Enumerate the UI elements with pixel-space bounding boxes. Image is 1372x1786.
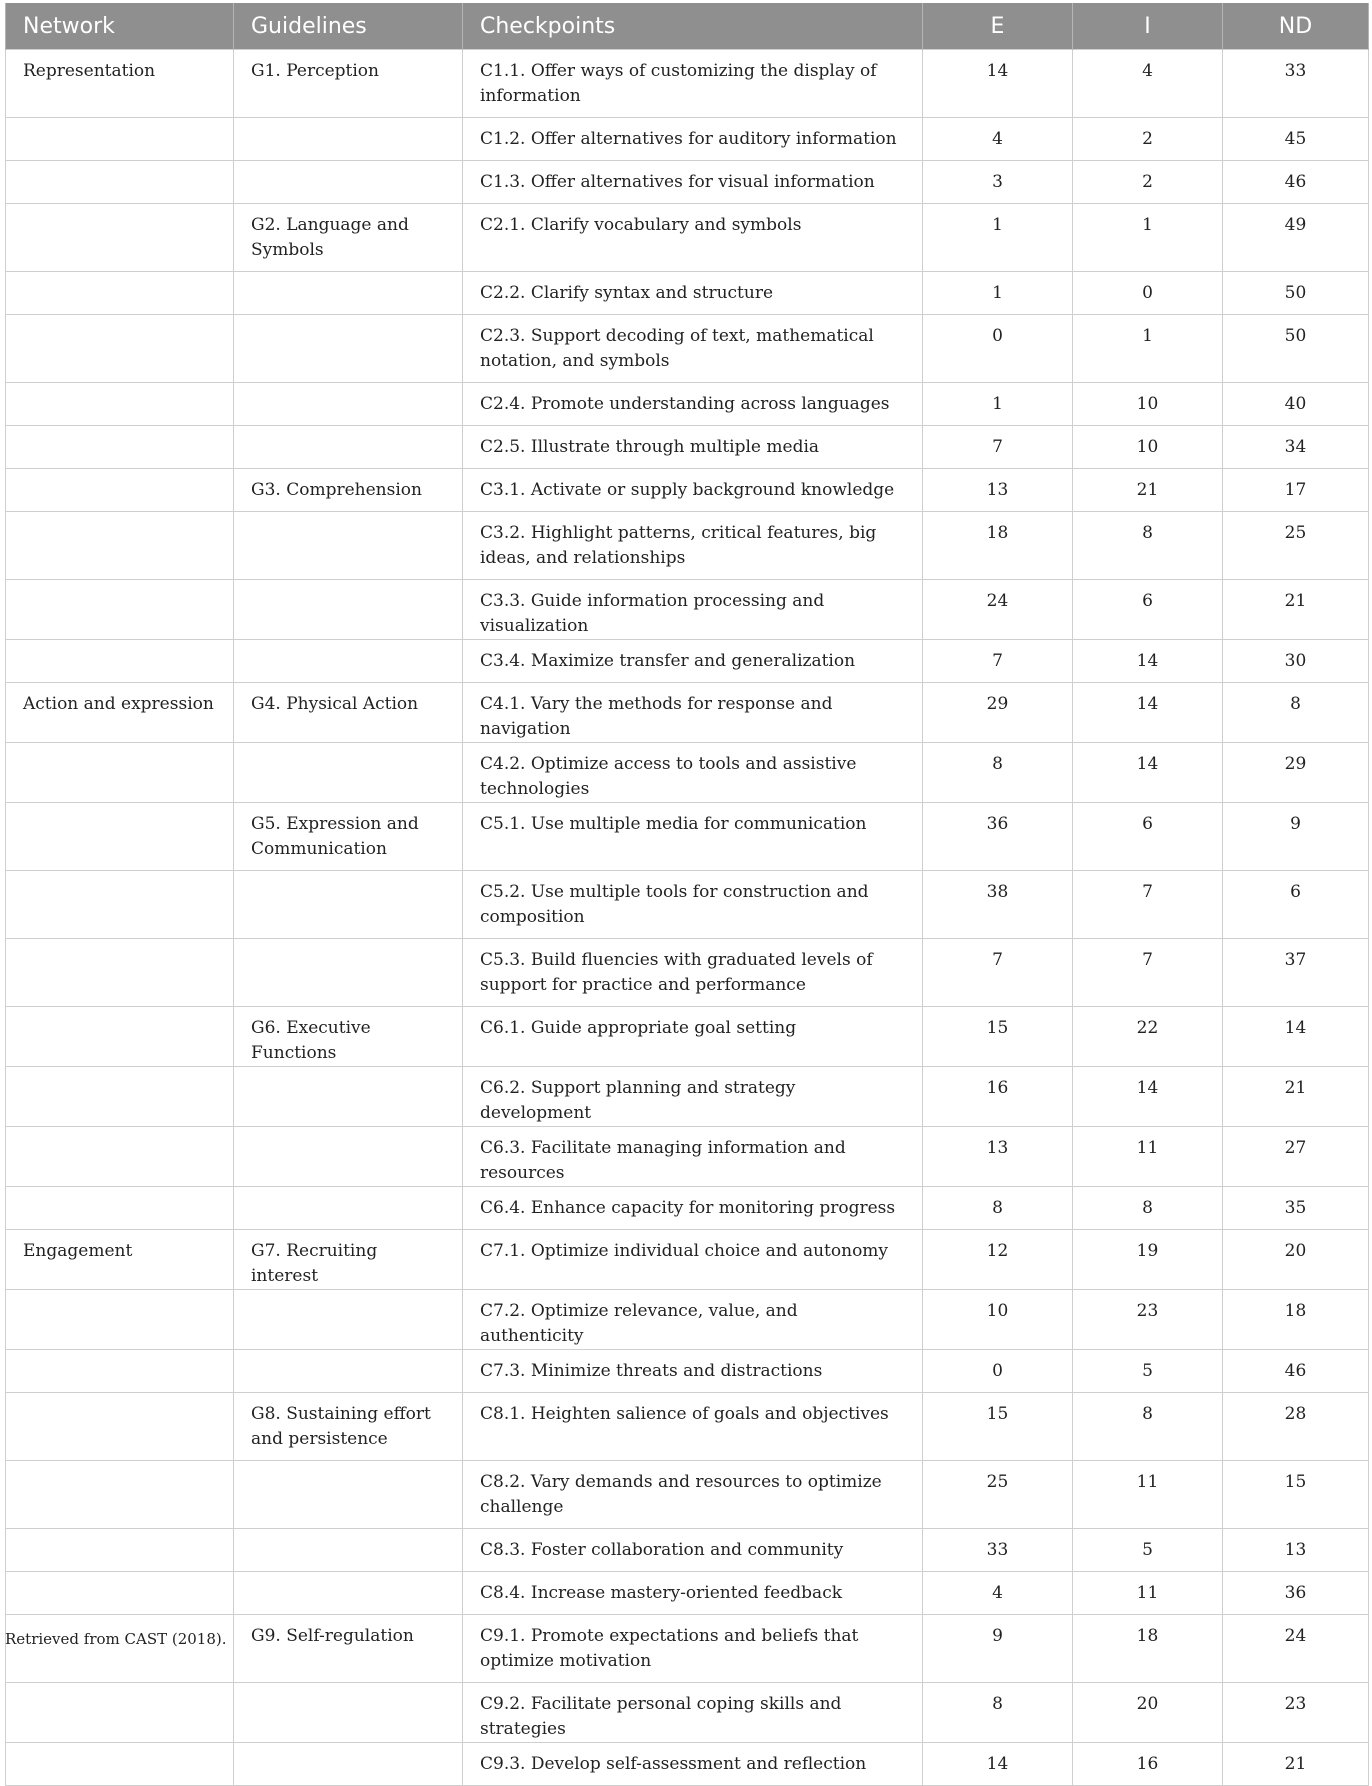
network-cell [6, 1683, 234, 1743]
nd-count-cell: 29 [1223, 743, 1369, 803]
guideline-cell: G8. Sustaining effort and persistence [234, 1393, 463, 1461]
table-row [6, 512, 1369, 580]
table-row [6, 1743, 1369, 1786]
e-count-cell: 1 [923, 383, 1073, 426]
i-count-cell: 11 [1073, 1461, 1223, 1529]
nd-count-cell: 46 [1223, 161, 1369, 204]
table-row [6, 580, 1369, 640]
nd-count-cell: 6 [1223, 871, 1369, 939]
network-cell [6, 640, 234, 683]
guideline-cell [234, 272, 463, 315]
e-count-cell: 8 [923, 1187, 1073, 1230]
table-row [6, 939, 1369, 1007]
network-cell [6, 1067, 234, 1127]
nd-count-cell: 40 [1223, 383, 1369, 426]
table-row [6, 118, 1369, 161]
network-cell [6, 272, 234, 315]
network-cell [6, 743, 234, 803]
guideline-cell [234, 1461, 463, 1529]
table-caption: Retrieved from CAST (2018). [5, 1630, 227, 1648]
network-cell [6, 1461, 234, 1529]
i-count-cell: 16 [1073, 1743, 1223, 1786]
nd-count-cell: 21 [1223, 1743, 1369, 1786]
table-row [6, 1572, 1369, 1615]
table-row [6, 426, 1369, 469]
i-count-cell: 11 [1073, 1572, 1223, 1615]
table-row [6, 272, 1369, 315]
e-count-cell: 0 [923, 315, 1073, 383]
table-row [6, 1127, 1369, 1187]
table-row [6, 803, 1369, 871]
i-count-cell: 18 [1073, 1615, 1223, 1683]
e-count-cell: 3 [923, 161, 1073, 204]
guideline-cell [234, 871, 463, 939]
e-count-cell: 4 [923, 1572, 1073, 1615]
nd-count-cell: 35 [1223, 1187, 1369, 1230]
checkpoint-cell: C5.1. Use multiple media for communication [463, 803, 923, 871]
table-row [6, 1007, 1369, 1067]
guideline-cell [234, 426, 463, 469]
header-e: E [923, 3, 1073, 50]
table-row [6, 161, 1369, 204]
table-body [6, 50, 1369, 1786]
table-row [6, 469, 1369, 512]
network-cell [6, 426, 234, 469]
table-row [6, 50, 1369, 118]
table-row [6, 1615, 1369, 1683]
table-row [6, 871, 1369, 939]
network-cell [6, 1743, 234, 1786]
nd-count-cell: 30 [1223, 640, 1369, 683]
nd-count-cell: 13 [1223, 1529, 1369, 1572]
nd-count-cell: 17 [1223, 469, 1369, 512]
i-count-cell: 5 [1073, 1350, 1223, 1393]
checkpoint-cell: C9.1. Promote expectations and beliefs that optimize motivation [463, 1615, 923, 1683]
nd-count-cell: 50 [1223, 315, 1369, 383]
i-count-cell: 1 [1073, 204, 1223, 272]
e-count-cell: 9 [923, 1615, 1073, 1683]
e-count-cell: 14 [923, 1743, 1073, 1786]
nd-count-cell: 24 [1223, 1615, 1369, 1683]
e-count-cell: 1 [923, 204, 1073, 272]
table-row [6, 640, 1369, 683]
network-cell [6, 580, 234, 640]
guideline-cell [234, 1350, 463, 1393]
checkpoint-cell: C8.3. Foster collaboration and community [463, 1529, 923, 1572]
e-count-cell: 15 [923, 1007, 1073, 1067]
network-cell: Action and expression [6, 683, 234, 743]
table-row [6, 1290, 1369, 1350]
nd-count-cell: 8 [1223, 683, 1369, 743]
network-cell [6, 1529, 234, 1572]
checkpoint-cell: C2.3. Support decoding of text, mathematical notation, and symbols [463, 315, 923, 383]
network-cell [6, 315, 234, 383]
guideline-cell [234, 743, 463, 803]
checkpoint-cell: C7.2. Optimize relevance, value, and authenticity [463, 1290, 923, 1350]
network-cell [6, 512, 234, 580]
e-count-cell: 29 [923, 683, 1073, 743]
guideline-cell [234, 1067, 463, 1127]
nd-count-cell: 14 [1223, 1007, 1369, 1067]
network-cell [6, 204, 234, 272]
guideline-cell: G7. Recruiting interest [234, 1230, 463, 1290]
network-cell [6, 469, 234, 512]
guideline-cell [234, 580, 463, 640]
guideline-cell [234, 1572, 463, 1615]
checkpoint-cell: C1.1. Offer ways of customizing the display of information [463, 50, 923, 118]
checkpoint-cell: C5.2. Use multiple tools for construction and composition [463, 871, 923, 939]
i-count-cell: 4 [1073, 50, 1223, 118]
guideline-cell: G2. Language and Symbols [234, 204, 463, 272]
checkpoint-cell: C1.2. Offer alternatives for auditory information [463, 118, 923, 161]
checkpoint-cell: C9.2. Facilitate personal coping skills and strategies [463, 1683, 923, 1743]
table-row [6, 315, 1369, 383]
network-cell [6, 161, 234, 204]
e-count-cell: 25 [923, 1461, 1073, 1529]
table-row [6, 1461, 1369, 1529]
e-count-cell: 13 [923, 1127, 1073, 1187]
i-count-cell: 7 [1073, 939, 1223, 1007]
nd-count-cell: 20 [1223, 1230, 1369, 1290]
table-row [6, 204, 1369, 272]
network-cell [6, 1615, 234, 1683]
checkpoint-cell: C8.1. Heighten salience of goals and objectives [463, 1393, 923, 1461]
i-count-cell: 11 [1073, 1127, 1223, 1187]
e-count-cell: 7 [923, 939, 1073, 1007]
i-count-cell: 6 [1073, 803, 1223, 871]
table-row [6, 1067, 1369, 1127]
guideline-cell [234, 383, 463, 426]
i-count-cell: 1 [1073, 315, 1223, 383]
nd-count-cell: 18 [1223, 1290, 1369, 1350]
table-row [6, 743, 1369, 803]
i-count-cell: 8 [1073, 512, 1223, 580]
nd-count-cell: 33 [1223, 50, 1369, 118]
nd-count-cell: 46 [1223, 1350, 1369, 1393]
table-row [6, 1529, 1369, 1572]
network-cell [6, 1393, 234, 1461]
guideline-cell: G5. Expression and Communication [234, 803, 463, 871]
e-count-cell: 4 [923, 118, 1073, 161]
i-count-cell: 14 [1073, 743, 1223, 803]
network-cell [6, 1572, 234, 1615]
network-cell [6, 871, 234, 939]
nd-count-cell: 49 [1223, 204, 1369, 272]
network-cell [6, 383, 234, 426]
checkpoint-cell: C6.2. Support planning and strategy development [463, 1067, 923, 1127]
guideline-cell [234, 1290, 463, 1350]
guideline-cell: G6. Executive Functions [234, 1007, 463, 1067]
nd-count-cell: 21 [1223, 1067, 1369, 1127]
i-count-cell: 19 [1073, 1230, 1223, 1290]
i-count-cell: 14 [1073, 683, 1223, 743]
nd-count-cell: 23 [1223, 1683, 1369, 1743]
table-row [6, 1683, 1369, 1743]
checkpoint-cell: C2.2. Clarify syntax and structure [463, 272, 923, 315]
guideline-cell [234, 1187, 463, 1230]
checkpoint-cell: C2.1. Clarify vocabulary and symbols [463, 204, 923, 272]
e-count-cell: 8 [923, 1683, 1073, 1743]
guideline-cell [234, 512, 463, 580]
nd-count-cell: 27 [1223, 1127, 1369, 1187]
e-count-cell: 7 [923, 426, 1073, 469]
checkpoint-cell: C3.2. Highlight patterns, critical features, big ideas, and relationships [463, 512, 923, 580]
i-count-cell: 7 [1073, 871, 1223, 939]
guideline-cell [234, 939, 463, 1007]
guideline-cell: G1. Perception [234, 50, 463, 118]
table-row [6, 1230, 1369, 1290]
network-cell [6, 1007, 234, 1067]
network-cell [6, 1127, 234, 1187]
udl-checkpoints-table [5, 3, 1369, 1786]
checkpoint-cell: C2.4. Promote understanding across languages [463, 383, 923, 426]
e-count-cell: 0 [923, 1350, 1073, 1393]
nd-count-cell: 21 [1223, 580, 1369, 640]
checkpoint-cell: C6.4. Enhance capacity for monitoring progress [463, 1187, 923, 1230]
e-count-cell: 15 [923, 1393, 1073, 1461]
e-count-cell: 38 [923, 871, 1073, 939]
guideline-cell [234, 640, 463, 683]
e-count-cell: 7 [923, 640, 1073, 683]
guideline-cell [234, 1529, 463, 1572]
nd-count-cell: 34 [1223, 426, 1369, 469]
i-count-cell: 2 [1073, 118, 1223, 161]
guideline-cell [234, 161, 463, 204]
e-count-cell: 10 [923, 1290, 1073, 1350]
guideline-cell: G4. Physical Action [234, 683, 463, 743]
e-count-cell: 18 [923, 512, 1073, 580]
network-cell [6, 939, 234, 1007]
e-count-cell: 16 [923, 1067, 1073, 1127]
network-cell [6, 1290, 234, 1350]
i-count-cell: 2 [1073, 161, 1223, 204]
i-count-cell: 20 [1073, 1683, 1223, 1743]
guideline-cell [234, 1127, 463, 1187]
table-row [6, 1187, 1369, 1230]
header-nd: ND [1223, 3, 1369, 50]
table-row [6, 1393, 1369, 1461]
network-cell [6, 803, 234, 871]
header-checkpoints: Checkpoints [463, 3, 923, 50]
checkpoint-cell: C7.1. Optimize individual choice and autonomy [463, 1230, 923, 1290]
e-count-cell: 12 [923, 1230, 1073, 1290]
guideline-cell [234, 1743, 463, 1786]
e-count-cell: 36 [923, 803, 1073, 871]
checkpoint-cell: C3.1. Activate or supply background knowledge [463, 469, 923, 512]
i-count-cell: 10 [1073, 426, 1223, 469]
nd-count-cell: 28 [1223, 1393, 1369, 1461]
table-row [6, 383, 1369, 426]
i-count-cell: 22 [1073, 1007, 1223, 1067]
checkpoint-cell: C4.1. Vary the methods for response and navigation [463, 683, 923, 743]
e-count-cell: 33 [923, 1529, 1073, 1572]
e-count-cell: 14 [923, 50, 1073, 118]
nd-count-cell: 25 [1223, 512, 1369, 580]
table-header-row [6, 3, 1369, 50]
i-count-cell: 14 [1073, 1067, 1223, 1127]
checkpoint-cell: C8.2. Vary demands and resources to optimize challenge [463, 1461, 923, 1529]
checkpoint-cell: C7.3. Minimize threats and distractions [463, 1350, 923, 1393]
nd-count-cell: 9 [1223, 803, 1369, 871]
table-row [6, 683, 1369, 743]
guideline-cell [234, 118, 463, 161]
i-count-cell: 14 [1073, 640, 1223, 683]
checkpoint-cell: C5.3. Build fluencies with graduated levels of support for practice and performance [463, 939, 923, 1007]
i-count-cell: 23 [1073, 1290, 1223, 1350]
nd-count-cell: 50 [1223, 272, 1369, 315]
i-count-cell: 5 [1073, 1529, 1223, 1572]
guideline-cell: G3. Comprehension [234, 469, 463, 512]
header-guidelines: Guidelines [234, 3, 463, 50]
i-count-cell: 21 [1073, 469, 1223, 512]
checkpoint-cell: C8.4. Increase mastery-oriented feedback [463, 1572, 923, 1615]
checkpoint-cell: C6.1. Guide appropriate goal setting [463, 1007, 923, 1067]
network-cell [6, 1350, 234, 1393]
nd-count-cell: 45 [1223, 118, 1369, 161]
checkpoint-cell: C3.4. Maximize transfer and generalization [463, 640, 923, 683]
nd-count-cell: 37 [1223, 939, 1369, 1007]
nd-count-cell: 15 [1223, 1461, 1369, 1529]
i-count-cell: 0 [1073, 272, 1223, 315]
e-count-cell: 13 [923, 469, 1073, 512]
header-i: I [1073, 3, 1223, 50]
table-row [6, 1350, 1369, 1393]
i-count-cell: 10 [1073, 383, 1223, 426]
guideline-cell: G9. Self-regulation [234, 1615, 463, 1683]
nd-count-cell: 36 [1223, 1572, 1369, 1615]
e-count-cell: 8 [923, 743, 1073, 803]
checkpoint-cell: C1.3. Offer alternatives for visual information [463, 161, 923, 204]
guideline-cell [234, 1683, 463, 1743]
network-cell [6, 118, 234, 161]
checkpoint-cell: C9.3. Develop self-assessment and reflection [463, 1743, 923, 1786]
checkpoint-cell: C4.2. Optimize access to tools and assistive technologies [463, 743, 923, 803]
checkpoint-cell: C6.3. Facilitate managing information and resources [463, 1127, 923, 1187]
checkpoint-cell: C2.5. Illustrate through multiple media [463, 426, 923, 469]
guideline-cell [234, 315, 463, 383]
checkpoint-cell: C3.3. Guide information processing and visualization [463, 580, 923, 640]
i-count-cell: 6 [1073, 580, 1223, 640]
e-count-cell: 1 [923, 272, 1073, 315]
e-count-cell: 24 [923, 580, 1073, 640]
header-network: Network [6, 3, 234, 50]
i-count-cell: 8 [1073, 1187, 1223, 1230]
network-cell [6, 1187, 234, 1230]
network-cell: Engagement [6, 1230, 234, 1290]
network-cell: Representation [6, 50, 234, 118]
i-count-cell: 8 [1073, 1393, 1223, 1461]
